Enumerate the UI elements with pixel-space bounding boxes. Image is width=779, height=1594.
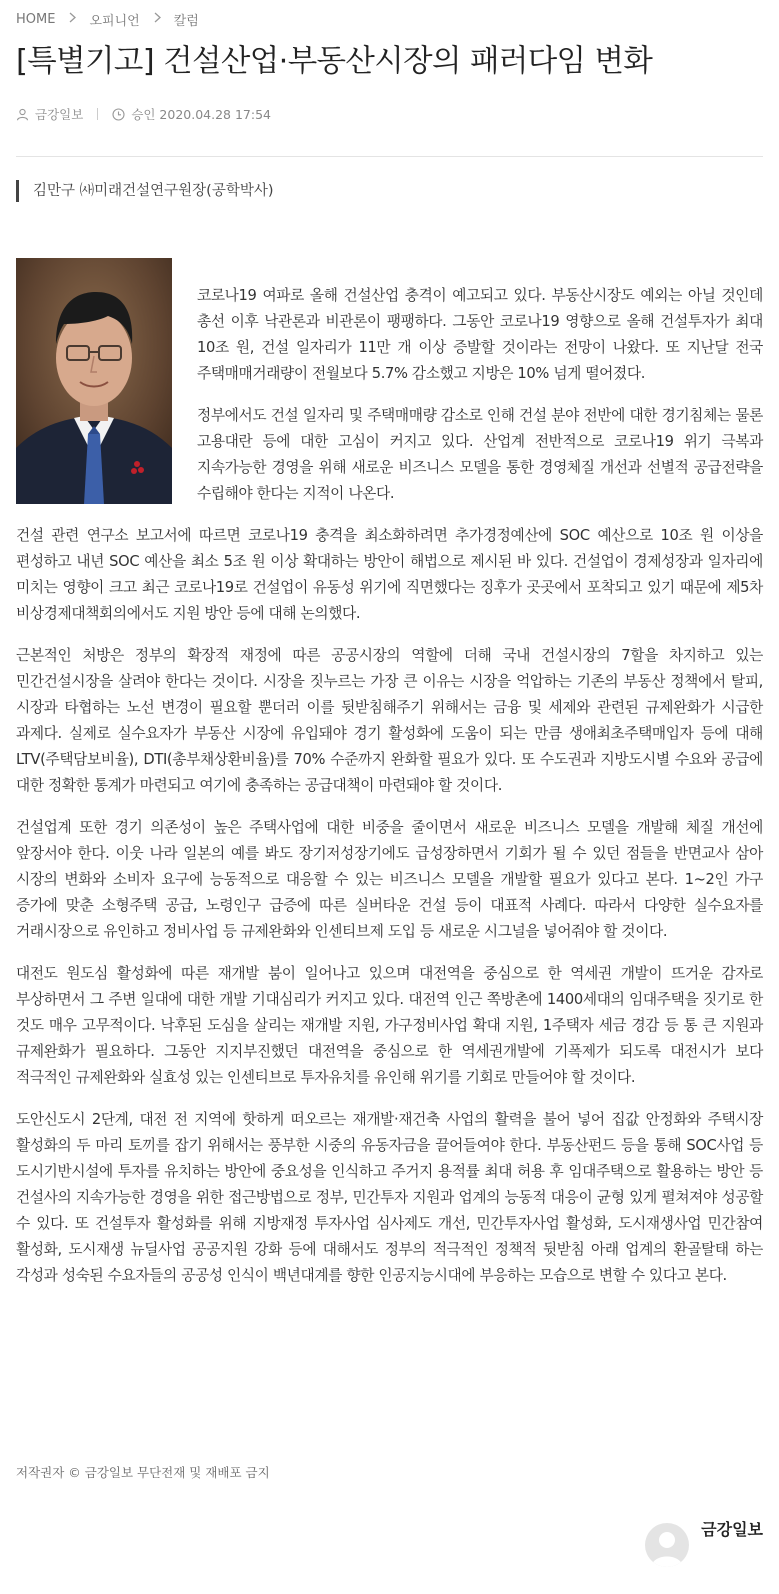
breadcrumb-home-link[interactable]: HOME bbox=[16, 11, 56, 27]
approved-datetime: 승인 2020.04.28 17:54 bbox=[131, 107, 272, 122]
article-paragraph: 근본적인 처방은 정부의 확장적 재정에 따른 공공시장의 역할에 더해 국내 건설시장의 7할을 차지하고 있는 민간건설시장을 살려야 한다는 것이다. 시장을 짓누르는 가장 큰 이유는 시장을 억압하는 기존의 부동산 정책에서 탈피, 시장과 타협하는 노선 변경이 필요할 뿐더러 이를 뒷받침해주기 위해서는 금융 및 세제와 관련된 규제완화가 시급한 과제다. 실제로 실수요자가 부동산 시장에 유입돼야 경기 활성화에 도움이 되는 만큼 생애최초주택매입자 등에 대해 LTV(주택담보비율), DTI(총부채상환비율)를 70% 수준까지 완화할 필요가 있다. 또 수도권과 지방도시별 수요와 공급에 대한 정확한 통계가 마련되고 여기에 충족하는 공급대책이 마련돼야 할 것이다. bbox=[16, 647, 763, 794]
header-divider bbox=[16, 156, 763, 157]
author-byline: 김만구 ㈔미래건설연구원장(공학박사) bbox=[16, 180, 274, 202]
footer-publisher[interactable] bbox=[645, 1503, 763, 1567]
article-paragraph: 건설업계 또한 경기 의존성이 높은 주택사업에 대한 비중을 줄이면서 새로운 비즈니스 모델을 개발해 체질 개선에 앞장서야 한다. 이웃 나라 일본의 예를 봐도 장기저성장기에도 급성장하면서 기회가 될 수 있던 점들을 반면교사 삼아 시장의 변화와 소비자 요구에 능동적으로 대응할 수 있는 비즈니스 모델을 개발할 필요가 있다고 본다. 1~2인 가구 증가에 맞춘 소형주택 공급, 노령인구 급증에 따른 실버타운 건설 등이 대표적 사례다. 따라서 다양한 실수요자를 거래시장으로 유인하고 정비사업 등 규제완화와 인센티브제 도입 등 새로운 시그널을 넣어줘야 할 것이다. bbox=[16, 819, 763, 940]
footer-publisher-name: 금강일보 bbox=[701, 1519, 763, 1539]
breadcrumb-category-link[interactable]: 칼럼 bbox=[173, 13, 199, 29]
chevron-right-icon bbox=[154, 12, 161, 26]
article-title: [특별기고] 건설산업·부동산시장의 패러다임 변화 bbox=[16, 44, 653, 79]
article-body bbox=[16, 283, 763, 1305]
article-paragraph: 대전도 원도심 활성화에 따른 재개발 붐이 일어나고 있으며 대전역을 중심으로 한 역세권 개발이 뜨거운 감자로 부상하면서 그 주변 일대에 대한 개발 기대심리가 커지고 있다. 대전역 인근 쪽방촌에 1400세대의 임대주택을 짓기로 한 것도 매우 고무적이다. 낙후된 도심을 살리는 재개발 지원, 가구정비사업 확대 지원, 1주택자 세금 경감 등 통 큰 지원과 규제완화가 필요하다. 그동안 지지부진했던 대전역을 중심으로 한 역세권개발에 기폭제가 되도록 대전시가 보다 적극적인 규제완화와 실효성 있는 인센티브로 투자유치를 유인해 위기를 기회로 만들어야 할 것이다. bbox=[16, 965, 763, 1086]
breadcrumb bbox=[16, 10, 199, 28]
user-icon bbox=[16, 108, 29, 121]
article-paragraph: 건설 관련 연구소 보고서에 따르면 코로나19 충격을 최소화하려면 추가경정예산에 SOC 예산으로 10조 원 이상을 편성하고 내년 SOC 예산을 최소 5조 원 이상 확대하는 방안이 해법으로 제시된 바 있다. 건설업이 경제성장과 일자리에 미치는 영향이 크고 최근 코로나19로 건설업이 유동성 위기에 직면했다는 징후가 곳곳에서 포착되고 있기 때문에 제5차 비상경제대책회의에서도 지원 방안 등에 대해 논의했다. bbox=[16, 527, 763, 622]
chevron-right-icon bbox=[69, 12, 76, 26]
article-meta bbox=[16, 105, 271, 123]
article-paragraph: 코로나19 여파로 올해 건설산업 충격이 예고되고 있다. 부동산시장도 예외는 아닐 것인데 총선 이후 낙관론과 비관론이 팽팽하다. 그동안 코로나19 영향으로 올해 건설투자가 최대 10조 원, 건설 일자리가 11만 개 이상 증발할 것이라는 전망이 나왔다. 또 지난달 전국 주택매매거래량이 전월보다 5.7% 감소했고 지방은 10% 넘게 떨어졌다. bbox=[197, 287, 763, 382]
publisher-avatar bbox=[645, 1523, 689, 1567]
publisher-name: 금강일보 bbox=[35, 107, 84, 122]
copyright-notice: 저작권자 © 금강일보 무단전재 및 재배포 금지 bbox=[16, 1465, 270, 1480]
article-paragraph: 정부에서도 건설 일자리 및 주택매매량 감소로 인해 건설 분야 전반에 대한 경기침체는 물론 고용대란 등에 대한 고심이 커지고 있다. 산업계 전반적으로 코로나19 위기 극복과 지속가능한 경영을 위해 새로운 비즈니스 모델을 통한 경영체질 개선과 선별적 공급전략을 수립해야 한다는 지적이 나온다. bbox=[197, 407, 763, 502]
clock-icon bbox=[112, 108, 125, 121]
meta-divider bbox=[97, 108, 98, 120]
breadcrumb-section-link[interactable]: 오피니언 bbox=[89, 13, 140, 29]
article-paragraph: 도안신도시 2단계, 대전 전 지역에 핫하게 떠오르는 재개발·재건축 사업의 활력을 불어 넣어 집값 안정화와 주택시장 활성화의 두 마리 토끼를 잡기 위해서는 풍부한 시중의 유동자금을 끌어들여야 한다. 부동산펀드 등을 통해 SOC사업 등 도시기반시설에 투자를 유치하는 방안에 중요성을 인식하고 주거지 용적률 최대 허용 후 임대주택으로 활용하는 방안 등 건설사의 지속가능한 경영을 위한 접근방법으로 정부, 민간투자 지원과 업계의 능동적 대응이 균형 있게 펼쳐져야 성공할 수 있다. 또 건설투자 활성화를 위해 지방재정 투자사업 심사제도 개선, 민간투자사업 활성화, 도시재생사업 민간참여 활성화, 도시재생 뉴딜사업 공공지원 강화 등에 대해서도 정부의 적극적인 정책적 뒷받침 아래 업계의 환골탈태 하는 각성과 성숙된 수요자들의 공공성 인식이 백년대계를 향한 인공지능시대에 부응하는 모습으로 변할 수 있다고 본다. bbox=[16, 1111, 763, 1284]
